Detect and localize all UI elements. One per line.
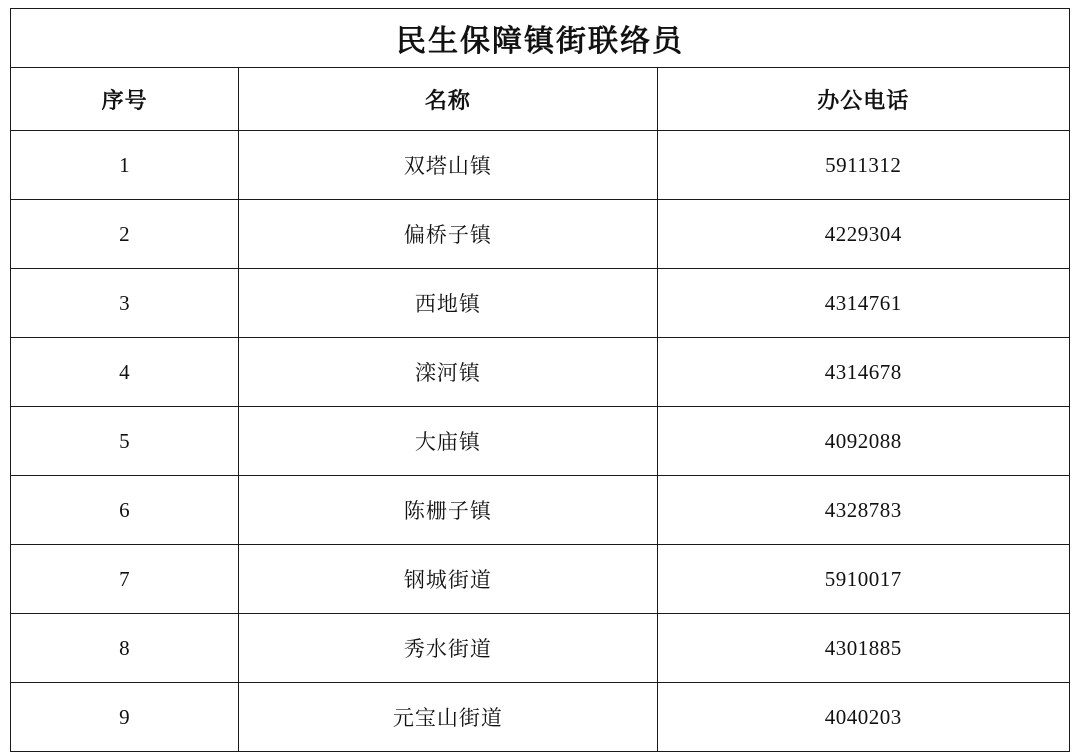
cell-name: 西地镇 xyxy=(239,269,657,338)
cell-index: 1 xyxy=(11,131,239,200)
cell-phone: 4301885 xyxy=(657,614,1069,683)
table-row xyxy=(11,131,1070,200)
table-row xyxy=(11,200,1070,269)
contact-table xyxy=(10,8,1070,752)
cell-phone: 4092088 xyxy=(657,407,1069,476)
cell-name: 大庙镇 xyxy=(239,407,657,476)
table-header-row xyxy=(11,68,1070,131)
cell-phone: 4314761 xyxy=(657,269,1069,338)
cell-name: 陈栅子镇 xyxy=(239,476,657,545)
column-header-name: 名称 xyxy=(239,68,657,131)
cell-index: 8 xyxy=(11,614,239,683)
cell-index: 9 xyxy=(11,683,239,752)
cell-phone: 5911312 xyxy=(657,131,1069,200)
table-row xyxy=(11,338,1070,407)
table-row xyxy=(11,614,1070,683)
table-row xyxy=(11,683,1070,752)
table-row xyxy=(11,269,1070,338)
cell-phone: 4229304 xyxy=(657,200,1069,269)
table-row xyxy=(11,545,1070,614)
cell-name: 元宝山街道 xyxy=(239,683,657,752)
cell-index: 7 xyxy=(11,545,239,614)
cell-index: 4 xyxy=(11,338,239,407)
cell-phone: 4328783 xyxy=(657,476,1069,545)
cell-name: 偏桥子镇 xyxy=(239,200,657,269)
cell-index: 5 xyxy=(11,407,239,476)
table-title-row xyxy=(11,9,1070,68)
cell-index: 2 xyxy=(11,200,239,269)
column-header-phone: 办公电话 xyxy=(657,68,1069,131)
cell-index: 3 xyxy=(11,269,239,338)
cell-phone: 5910017 xyxy=(657,545,1069,614)
page-title: 民生保障镇街联络员 xyxy=(11,9,1070,68)
table-row xyxy=(11,407,1070,476)
table-row xyxy=(11,476,1070,545)
cell-index: 6 xyxy=(11,476,239,545)
column-header-index: 序号 xyxy=(11,68,239,131)
cell-phone: 4314678 xyxy=(657,338,1069,407)
cell-name: 滦河镇 xyxy=(239,338,657,407)
cell-phone: 4040203 xyxy=(657,683,1069,752)
cell-name: 秀水街道 xyxy=(239,614,657,683)
cell-name: 钢城街道 xyxy=(239,545,657,614)
cell-name: 双塔山镇 xyxy=(239,131,657,200)
